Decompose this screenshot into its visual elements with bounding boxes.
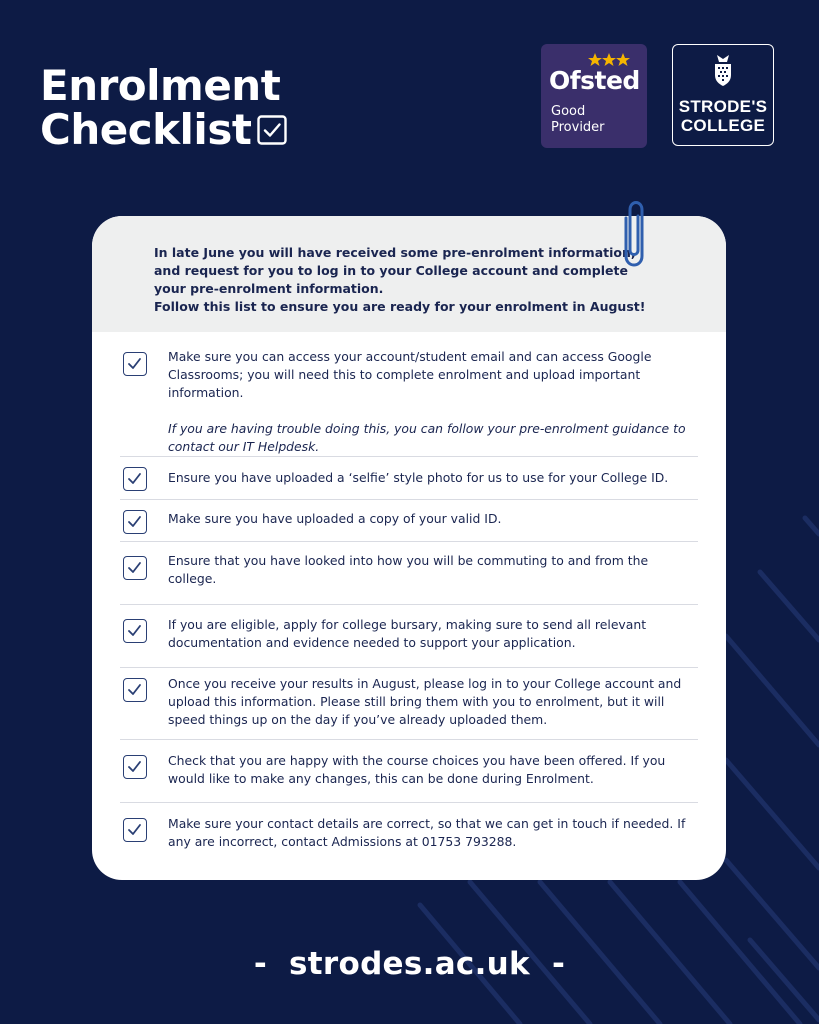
checkbox-icon[interactable]	[123, 510, 147, 534]
checkbox-icon[interactable]	[123, 556, 147, 580]
checklist-card	[92, 216, 726, 880]
website-footer	[0, 946, 819, 982]
title-checkbox-icon	[257, 115, 287, 145]
strodes-college-logo	[672, 44, 774, 146]
title-line-2	[40, 105, 287, 154]
checklist-item-text: Once you receive your results in August, please log in to your College account and upload this information. Please still bring them with you to enrolment, but it will speed things up on the day if you’ve already uploaded them.	[168, 676, 682, 727]
ofsted-rating-line1: Good	[551, 104, 586, 119]
checklist-item-text: Make sure your contact details are correct, so that we can get in touch if needed. If any are incorrect, contact Admissions at 01753 793288.	[168, 816, 686, 849]
title-line-2-text: Checklist	[40, 105, 252, 154]
checklist-item-text: Check that you are happy with the course choices you have been offered. If you would like to make any changes, this can be done during Enrolment.	[168, 753, 666, 786]
checklist-item	[120, 500, 698, 542]
checklist-item	[120, 542, 698, 605]
intro-line-4: Follow this list to ensure you are ready for your enrolment in August!	[154, 299, 646, 314]
checklist-item-text: Make sure you can access your account/student email and can access Google Classrooms; you will need this to complete enrolment and upload important information.	[168, 349, 652, 400]
paperclip-icon	[612, 198, 656, 278]
checklist-item	[120, 457, 698, 500]
ofsted-rating-line2: Provider	[551, 120, 605, 135]
checklist-item	[120, 346, 698, 457]
checklist-item	[120, 668, 698, 740]
checklist-item-text: Ensure you have uploaded a ‘selfie’ style photo for us to use for your College ID.	[168, 470, 669, 485]
checkbox-icon[interactable]	[123, 818, 147, 842]
checkbox-icon[interactable]	[123, 467, 147, 491]
college-name-line1: STRODE'S	[678, 97, 768, 116]
ofsted-rating	[551, 104, 605, 136]
checklist	[120, 346, 698, 863]
checkbox-icon[interactable]	[123, 352, 147, 376]
intro-line-1: In late June you will have received some pre-enrolment information,	[154, 245, 636, 260]
website-url[interactable]: strodes.ac.uk	[289, 946, 530, 982]
checklist-item	[120, 605, 698, 668]
ofsted-logo	[541, 44, 647, 148]
title-line-1: Enrolment	[40, 61, 281, 110]
checkbox-icon[interactable]	[123, 619, 147, 643]
intro-line-3: your pre-enrolment information.	[154, 281, 384, 296]
college-name	[673, 97, 773, 135]
checkbox-icon[interactable]	[123, 755, 147, 779]
college-crest-icon	[711, 53, 735, 87]
page-title	[40, 61, 287, 154]
checklist-item-note: If you are having trouble doing this, you can follow your pre-enrolment guidance to contact our IT Helpdesk.	[168, 421, 686, 454]
checkbox-icon[interactable]	[123, 678, 147, 702]
intro-line-2: and request for you to log in to your College account and complete	[154, 263, 628, 278]
footer-dash-left: -	[253, 946, 268, 982]
checklist-item	[120, 740, 698, 803]
checklist-item-text: Ensure that you have looked into how you will be commuting to and from the college.	[168, 553, 649, 586]
checklist-item-text: Make sure you have uploaded a copy of your valid ID.	[168, 511, 502, 526]
footer-dash-right: -	[551, 946, 566, 982]
college-name-line2: COLLEGE	[680, 116, 766, 135]
checklist-item	[120, 803, 698, 863]
checklist-item-text: If you are eligible, apply for college bursary, making sure to send all relevant documentation and evidence needed to support your application.	[168, 617, 647, 650]
ofsted-name: Ofsted	[549, 66, 640, 95]
